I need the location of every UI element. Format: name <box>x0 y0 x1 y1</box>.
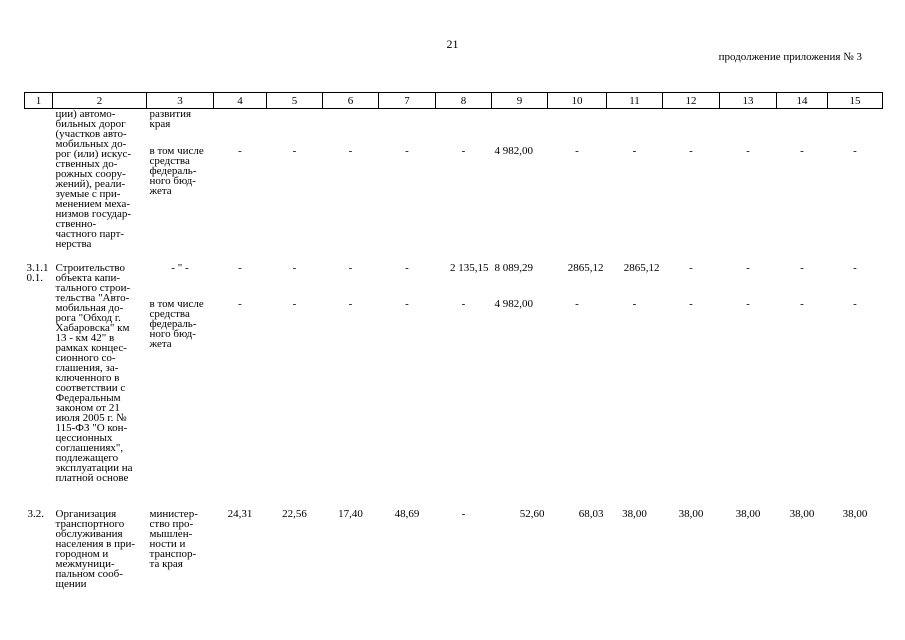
value-cell: 38,00 <box>789 508 815 520</box>
value-cell: - <box>348 298 353 310</box>
program-table <box>24 92 883 589</box>
table-row <box>25 263 883 299</box>
value-cell: - <box>800 145 804 157</box>
value-cell: - <box>632 145 637 157</box>
value-cell: 2865,12 <box>623 262 660 274</box>
value-cell: 4 982,00 <box>494 298 533 310</box>
value-cell: - <box>348 262 353 274</box>
value-cell: - <box>292 298 297 310</box>
column-header: 9 <box>492 93 548 109</box>
table-row <box>25 146 883 263</box>
value-cell: - <box>746 145 750 157</box>
executor: развития края <box>149 108 192 130</box>
value-cell: - <box>292 262 297 274</box>
value-cell: - <box>746 262 750 274</box>
continuation-note: продолжение приложения № 3 <box>718 51 862 63</box>
value-cell: - <box>292 145 297 157</box>
column-header: 2 <box>53 93 147 109</box>
item-name: Организация транспортного обслуживания населения в при- городном и межмуници- пальном сооб- щении <box>55 508 136 590</box>
value-cell: 2865,12 <box>567 262 604 274</box>
value-cell: 8 089,29 <box>494 262 533 274</box>
value-cell: - <box>632 298 637 310</box>
executor: министер- ство про- мышлен- ности и транспор- та края <box>149 509 198 570</box>
value-cell: 38,00 <box>735 508 761 520</box>
column-header: 6 <box>323 93 379 109</box>
value-cell: - <box>238 298 242 310</box>
column-header: 10 <box>548 93 607 109</box>
item-number <box>25 109 53 264</box>
value-cell: - <box>405 298 409 310</box>
executor: - " - <box>171 262 189 274</box>
value-cell: 17,40 <box>338 508 363 520</box>
value-cell: 24,31 <box>227 508 253 520</box>
value-cell: - <box>853 262 857 274</box>
value-cell: 2 135,15 <box>450 262 489 274</box>
column-header: 4 <box>214 93 267 109</box>
value-cell: 4 982,00 <box>494 145 533 157</box>
value-cell: - <box>746 298 750 310</box>
table-row <box>25 299 883 509</box>
column-header: 8 <box>436 93 492 109</box>
value-cell: 22,56 <box>282 508 307 520</box>
value-cell: - <box>575 298 579 310</box>
table-row <box>25 109 883 147</box>
item-name: Строительство объекта капи- тального строи- тельства "Авто- мобильная до- рога "Обход г. Хабаровска" км 13 - км 42" в рамках концес- сионного со- глашения, за- ключенного в соответствии с Федеральным законом от 21 июля 2005 г. № 115-ФЗ "О кон- цессионных соглашениях", подлежащего эксплуатации на платной основе <box>55 262 133 484</box>
table-row <box>25 509 883 589</box>
executor: в том числе средства федераль- ного бюд- жета <box>149 146 204 197</box>
column-header: 12 <box>663 93 720 109</box>
column-header: 14 <box>777 93 828 109</box>
value-cell: - <box>405 145 409 157</box>
value-cell: - <box>689 145 693 157</box>
column-header: 1 <box>25 93 53 109</box>
value-cell: 52,60 <box>519 508 545 520</box>
column-header: 15 <box>828 93 883 109</box>
value-cell: - <box>238 145 242 157</box>
value-cell: 38,00 <box>622 508 647 520</box>
value-cell: - <box>853 298 857 310</box>
value-cell: - <box>689 298 693 310</box>
page-number: 21 <box>446 37 459 51</box>
value-cell: 38,00 <box>678 508 704 520</box>
value-cell: - <box>461 508 466 520</box>
value-cell: 48,69 <box>394 508 420 520</box>
value-cell: - <box>689 262 693 274</box>
value-cell: - <box>461 298 466 310</box>
value-cell: 38,00 <box>842 508 868 520</box>
value-cell: - <box>461 145 466 157</box>
value-cell: - <box>348 145 353 157</box>
column-header-row <box>25 93 883 109</box>
item-number: 3.2. <box>27 508 44 520</box>
item-number: 3.1.1 0.1. <box>26 262 49 284</box>
item-name: ции) автомо- бильных дорог (участков авто- мобильных до- рог (или) искус- ственных до- рожных соору- жений), реали- зуемые с при- менением меха- низмов государ- ственно- частного парт- нерства <box>55 108 132 250</box>
value-cell: - <box>800 262 804 274</box>
executor: в том числе средства федераль- ного бюд- жета <box>149 299 204 350</box>
column-header: 3 <box>147 93 214 109</box>
value-cell: - <box>800 298 804 310</box>
value-cell: - <box>405 262 409 274</box>
column-header: 5 <box>267 93 323 109</box>
value-cell: - <box>238 262 242 274</box>
column-header: 13 <box>720 93 777 109</box>
value-cell: 68,03 <box>578 508 604 520</box>
column-header: 7 <box>379 93 436 109</box>
column-header: 11 <box>607 93 663 109</box>
value-cell: - <box>575 145 579 157</box>
value-cell: - <box>853 145 857 157</box>
